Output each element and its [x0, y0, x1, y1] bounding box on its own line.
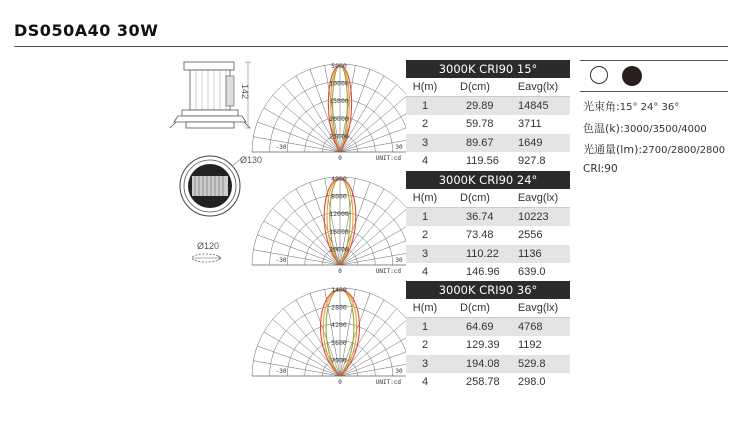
cell-height: 3 [421, 247, 429, 260]
col-header-height: H(m) [412, 302, 438, 314]
cutout-icon [186, 248, 226, 268]
diameter-dimension: Ø130 [240, 155, 263, 165]
cell-illuminance: 10223 [518, 211, 549, 224]
spec-beam-key: 光束角: [583, 100, 620, 113]
unit-label: UNIT:cd [375, 379, 402, 386]
cell-diameter: 258.78 [466, 375, 500, 388]
table-24deg [406, 171, 570, 281]
cell-height: 3 [421, 136, 429, 149]
axis-label-left: -30 [275, 257, 287, 264]
unit-label: UNIT:cd [375, 268, 402, 275]
axis-label-left: -30 [275, 368, 287, 375]
table-row [406, 318, 570, 336]
intensity-label: 16000 [329, 227, 349, 236]
cell-height: 1 [421, 321, 429, 334]
cell-diameter: 194.08 [466, 357, 500, 370]
table-row [406, 355, 570, 373]
table-row [406, 97, 570, 115]
intensity-label: 4200 [331, 321, 347, 330]
intensity-label: 2800 [331, 303, 347, 312]
table-36deg [406, 281, 570, 391]
color-swatch-box [580, 60, 728, 92]
cell-diameter: 146.96 [466, 265, 500, 278]
spec-flux-value: 2700/2800/2800 [642, 145, 726, 156]
cell-illuminance: 4768 [518, 321, 543, 334]
cell-illuminance: 639.0 [518, 265, 546, 278]
spec-cri [583, 162, 618, 175]
cell-height: 2 [421, 229, 429, 242]
cell-illuminance: 3711 [518, 118, 542, 131]
spec-flux [583, 141, 725, 157]
intensity-label: 15000 [329, 97, 349, 106]
cell-illuminance: 529.8 [518, 357, 546, 370]
spec-cct-value: 3000/3500/4000 [623, 124, 707, 135]
cell-diameter: 59.78 [466, 118, 494, 131]
col-header-height: H(m) [412, 192, 438, 204]
intensity-label: 25000 [329, 132, 349, 141]
cell-height: 4 [421, 154, 429, 167]
intensity-label: 10000 [329, 79, 349, 88]
intensity-label: 12000 [329, 210, 349, 219]
axis-label-right: 30 [395, 257, 403, 264]
title-rule [14, 46, 728, 47]
cell-diameter: 73.48 [466, 229, 494, 242]
spec-cct [583, 120, 707, 136]
intensity-label: 20000 [329, 245, 349, 254]
cell-illuminance: 927.8 [518, 154, 546, 167]
spec-beam-value: 15° 24° 36° [619, 102, 680, 113]
table-row [406, 208, 570, 226]
cell-illuminance: 1192 [518, 339, 542, 352]
col-header-diameter: D(cm) [460, 81, 490, 93]
table-row [406, 373, 570, 391]
cell-height: 4 [421, 375, 429, 388]
cell-height: 2 [421, 118, 429, 131]
page-title: DS050A40 30W [14, 21, 159, 40]
cell-diameter: 64.69 [466, 321, 494, 334]
cell-diameter: 89.67 [466, 136, 494, 149]
cell-height: 3 [421, 357, 429, 370]
intensity-label: 7000 [331, 356, 347, 365]
col-header-illuminance: Eavg(lx) [517, 192, 559, 204]
cell-diameter: 110.22 [466, 247, 499, 260]
col-header-illuminance: Eavg(lx) [517, 302, 559, 314]
intensity-label: 1400 [331, 286, 347, 294]
cell-illuminance: 1649 [518, 136, 543, 149]
axis-label-left: -30 [275, 144, 287, 151]
axis-label-right: 30 [395, 144, 403, 151]
table-header-row [406, 189, 570, 208]
col-header-height: H(m) [412, 81, 438, 93]
col-header-diameter: D(cm) [460, 302, 490, 314]
table-row [406, 263, 570, 281]
height-dimension: 142 [240, 84, 250, 100]
cell-diameter: 36.74 [466, 211, 494, 224]
cell-height: 1 [421, 100, 429, 113]
cell-diameter: 119.56 [466, 154, 499, 167]
polar-chart-15deg [275, 56, 403, 162]
cell-height: 2 [421, 339, 429, 352]
polar-chart-36deg [275, 280, 403, 386]
cell-illuminance: 1136 [518, 247, 542, 260]
table-row [406, 336, 570, 354]
table-title: 3000K CRI90 36° [406, 281, 570, 299]
col-header-diameter: D(cm) [460, 192, 490, 204]
cell-illuminance: 2556 [518, 229, 543, 242]
unit-label: UNIT:cd [375, 155, 402, 162]
axis-label-origin: 0 [338, 268, 342, 275]
table-title: 3000K CRI90 15° [406, 60, 570, 78]
axis-label-origin: 0 [338, 379, 342, 386]
polar-chart-24deg [275, 169, 403, 275]
table-row [406, 134, 570, 152]
black-swatch-icon [622, 66, 642, 86]
table-row [406, 115, 570, 133]
cell-diameter: 129.39 [466, 339, 500, 352]
table-title: 3000K CRI90 24° [406, 171, 570, 189]
cell-illuminance: 298.0 [518, 375, 546, 388]
intensity-label: 4000 [331, 175, 347, 183]
intensity-label: 5000 [331, 62, 347, 70]
intensity-label: 8000 [331, 192, 347, 201]
cutout-dimension: Ø120 [197, 241, 220, 251]
table-row [406, 226, 570, 244]
spec-flux-key: 光通量(lm): [583, 143, 643, 156]
table-header-row [406, 299, 570, 318]
cell-illuminance: 14845 [518, 100, 549, 113]
white-swatch-icon [590, 66, 608, 84]
table-header-row [406, 78, 570, 97]
intensity-label: 5600 [331, 338, 347, 347]
table-15deg [406, 60, 570, 170]
col-header-illuminance: Eavg(lx) [517, 81, 559, 93]
axis-label-right: 30 [395, 368, 403, 375]
axis-label-origin: 0 [338, 155, 342, 162]
spec-cct-key: 色温(k): [583, 122, 624, 135]
cell-diameter: 29.89 [466, 100, 494, 113]
table-row [406, 245, 570, 263]
table-row [406, 152, 570, 170]
cell-height: 4 [421, 265, 429, 278]
intensity-label: 20000 [329, 114, 349, 123]
spec-beam-angle [583, 98, 679, 114]
spec-cri-value: CRI:90 [583, 163, 618, 175]
cell-height: 1 [421, 211, 429, 224]
